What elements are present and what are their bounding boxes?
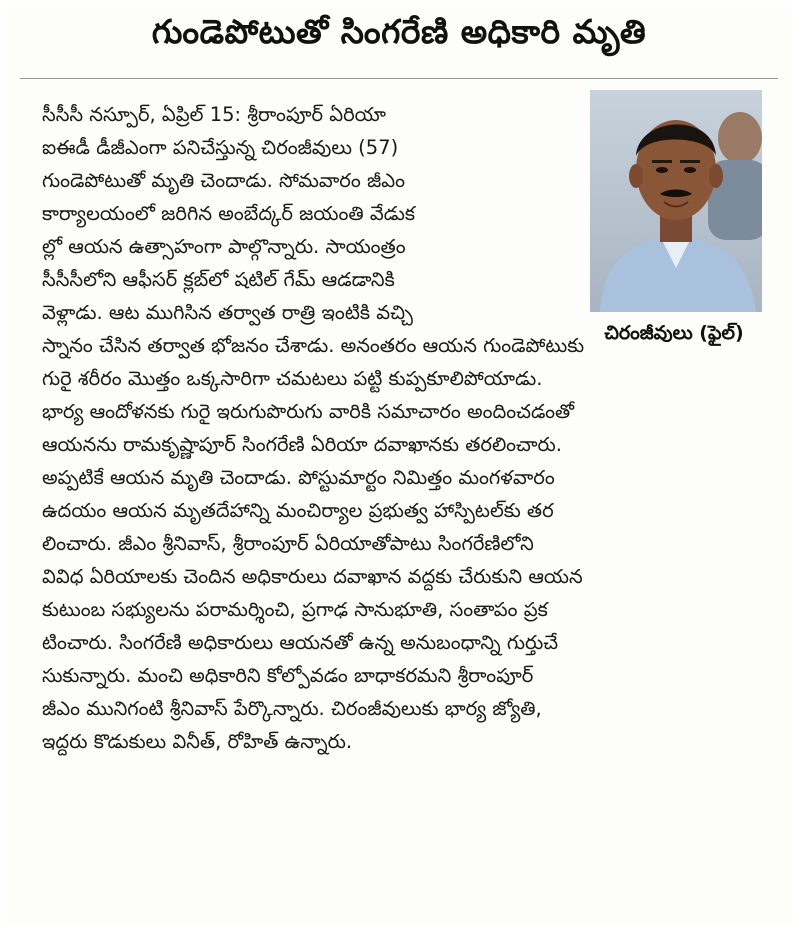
article-line: కుటుంబ సభ్యులను పరామర్శించి, ప్రగాఢ సానుభూతి, సంతాపం ప్రక <box>42 598 548 621</box>
article-line: లించారు. జీఎం శ్రీనివాస్, శ్రీరాంపూర్ ఏరియాతోపాటు సింగరేణిలోని <box>42 532 534 555</box>
article-line: వెళ్లాడు. ఆట ముగిసిన తర్వాత రాత్రి ఇంటికి వచ్చి <box>42 301 413 324</box>
article-line: స్నానం చేసిన తర్వాత భోజనం చేశాడు. అనంతరం ఆయన గుండెపోటుకు <box>42 334 585 357</box>
article-body <box>6 6 792 924</box>
article-line: ఇద్దరు కొడుకులు వినీత్, రోహిత్ ఉన్నారు. <box>42 730 353 753</box>
article-line: సుకున్నారు. మంచి అధికారిని కోల్పోవడం బాధాకరమని శ్రీరాంపూర్ <box>42 664 534 687</box>
article-line: సీసీసీ నస్పూర్, ఏప్రిల్ 15: శ్రీరాంపూర్ ఏరియా <box>42 103 386 126</box>
article-line: సీసీసీలోని ఆఫీసర్ క్లబ్‌లో షటిల్ గేమ్ ఆడడానికి <box>42 268 395 291</box>
news-clipping <box>6 6 792 924</box>
article-line: వివిధ ఏరియాలకు చెందిన అధికారులు దవాఖాన వద్దకు చేరుకుని ఆయన <box>42 565 583 588</box>
article-line: గుండెపోటుతో మృతి చెందాడు. సోమవారం జీఎం <box>42 169 405 192</box>
article-line: టించారు. సింగరేణి అధికారులు ఆయనతో ఉన్న అనుబంధాన్ని గుర్తుచే <box>42 631 559 654</box>
article-line: ఆయనను రామకృష్ణాపూర్ సింగరేణి ఏరియా దవాఖానకు తరలించారు. <box>42 433 562 456</box>
article-line: అప్పటికే ఆయన మృతి చెందాడు. పోస్టుమార్టం నిమిత్తం మంగళవారం <box>42 466 555 489</box>
article-line: ఉదయం ఆయన మృతదేహాన్ని మంచిర్యాల ప్రభుత్వ హాస్పిటల్‌కు తర <box>42 499 554 522</box>
headline: గుండెపోటుతో సింగరేణి అధికారి మృతి <box>151 12 647 51</box>
article-line: ల్లో ఆయన ఉత్సాహంగా పాల్గొన్నారు. సాయంత్రం <box>42 235 406 258</box>
article-line: జీఎం మునిగంటి శ్రీనివాస్ పేర్కొన్నారు. చిరంజీవులుకు భార్య జ్యోతి, <box>42 697 542 720</box>
article-line: ఐఈడీ డీజీఎంగా పనిచేస్తున్న చిరంజీవులు (57) <box>42 136 399 159</box>
article-line: భార్య ఆందోళనకు గురై ఇరుగుపొరుగు వారికి సమాచారం అందించడంతో <box>42 400 575 423</box>
article-line: గురై శరీరం మొత్తం ఒక్కసారిగా చమటలు పట్టి కుప్పకూలిపోయాడు. <box>42 367 543 390</box>
article-line: కార్యాలయంలో జరిగిన అంబేద్కర్ జయంతి వేడుక <box>42 202 416 225</box>
photo-caption: చిరంజీవులు (ఫైల్) <box>604 322 744 344</box>
